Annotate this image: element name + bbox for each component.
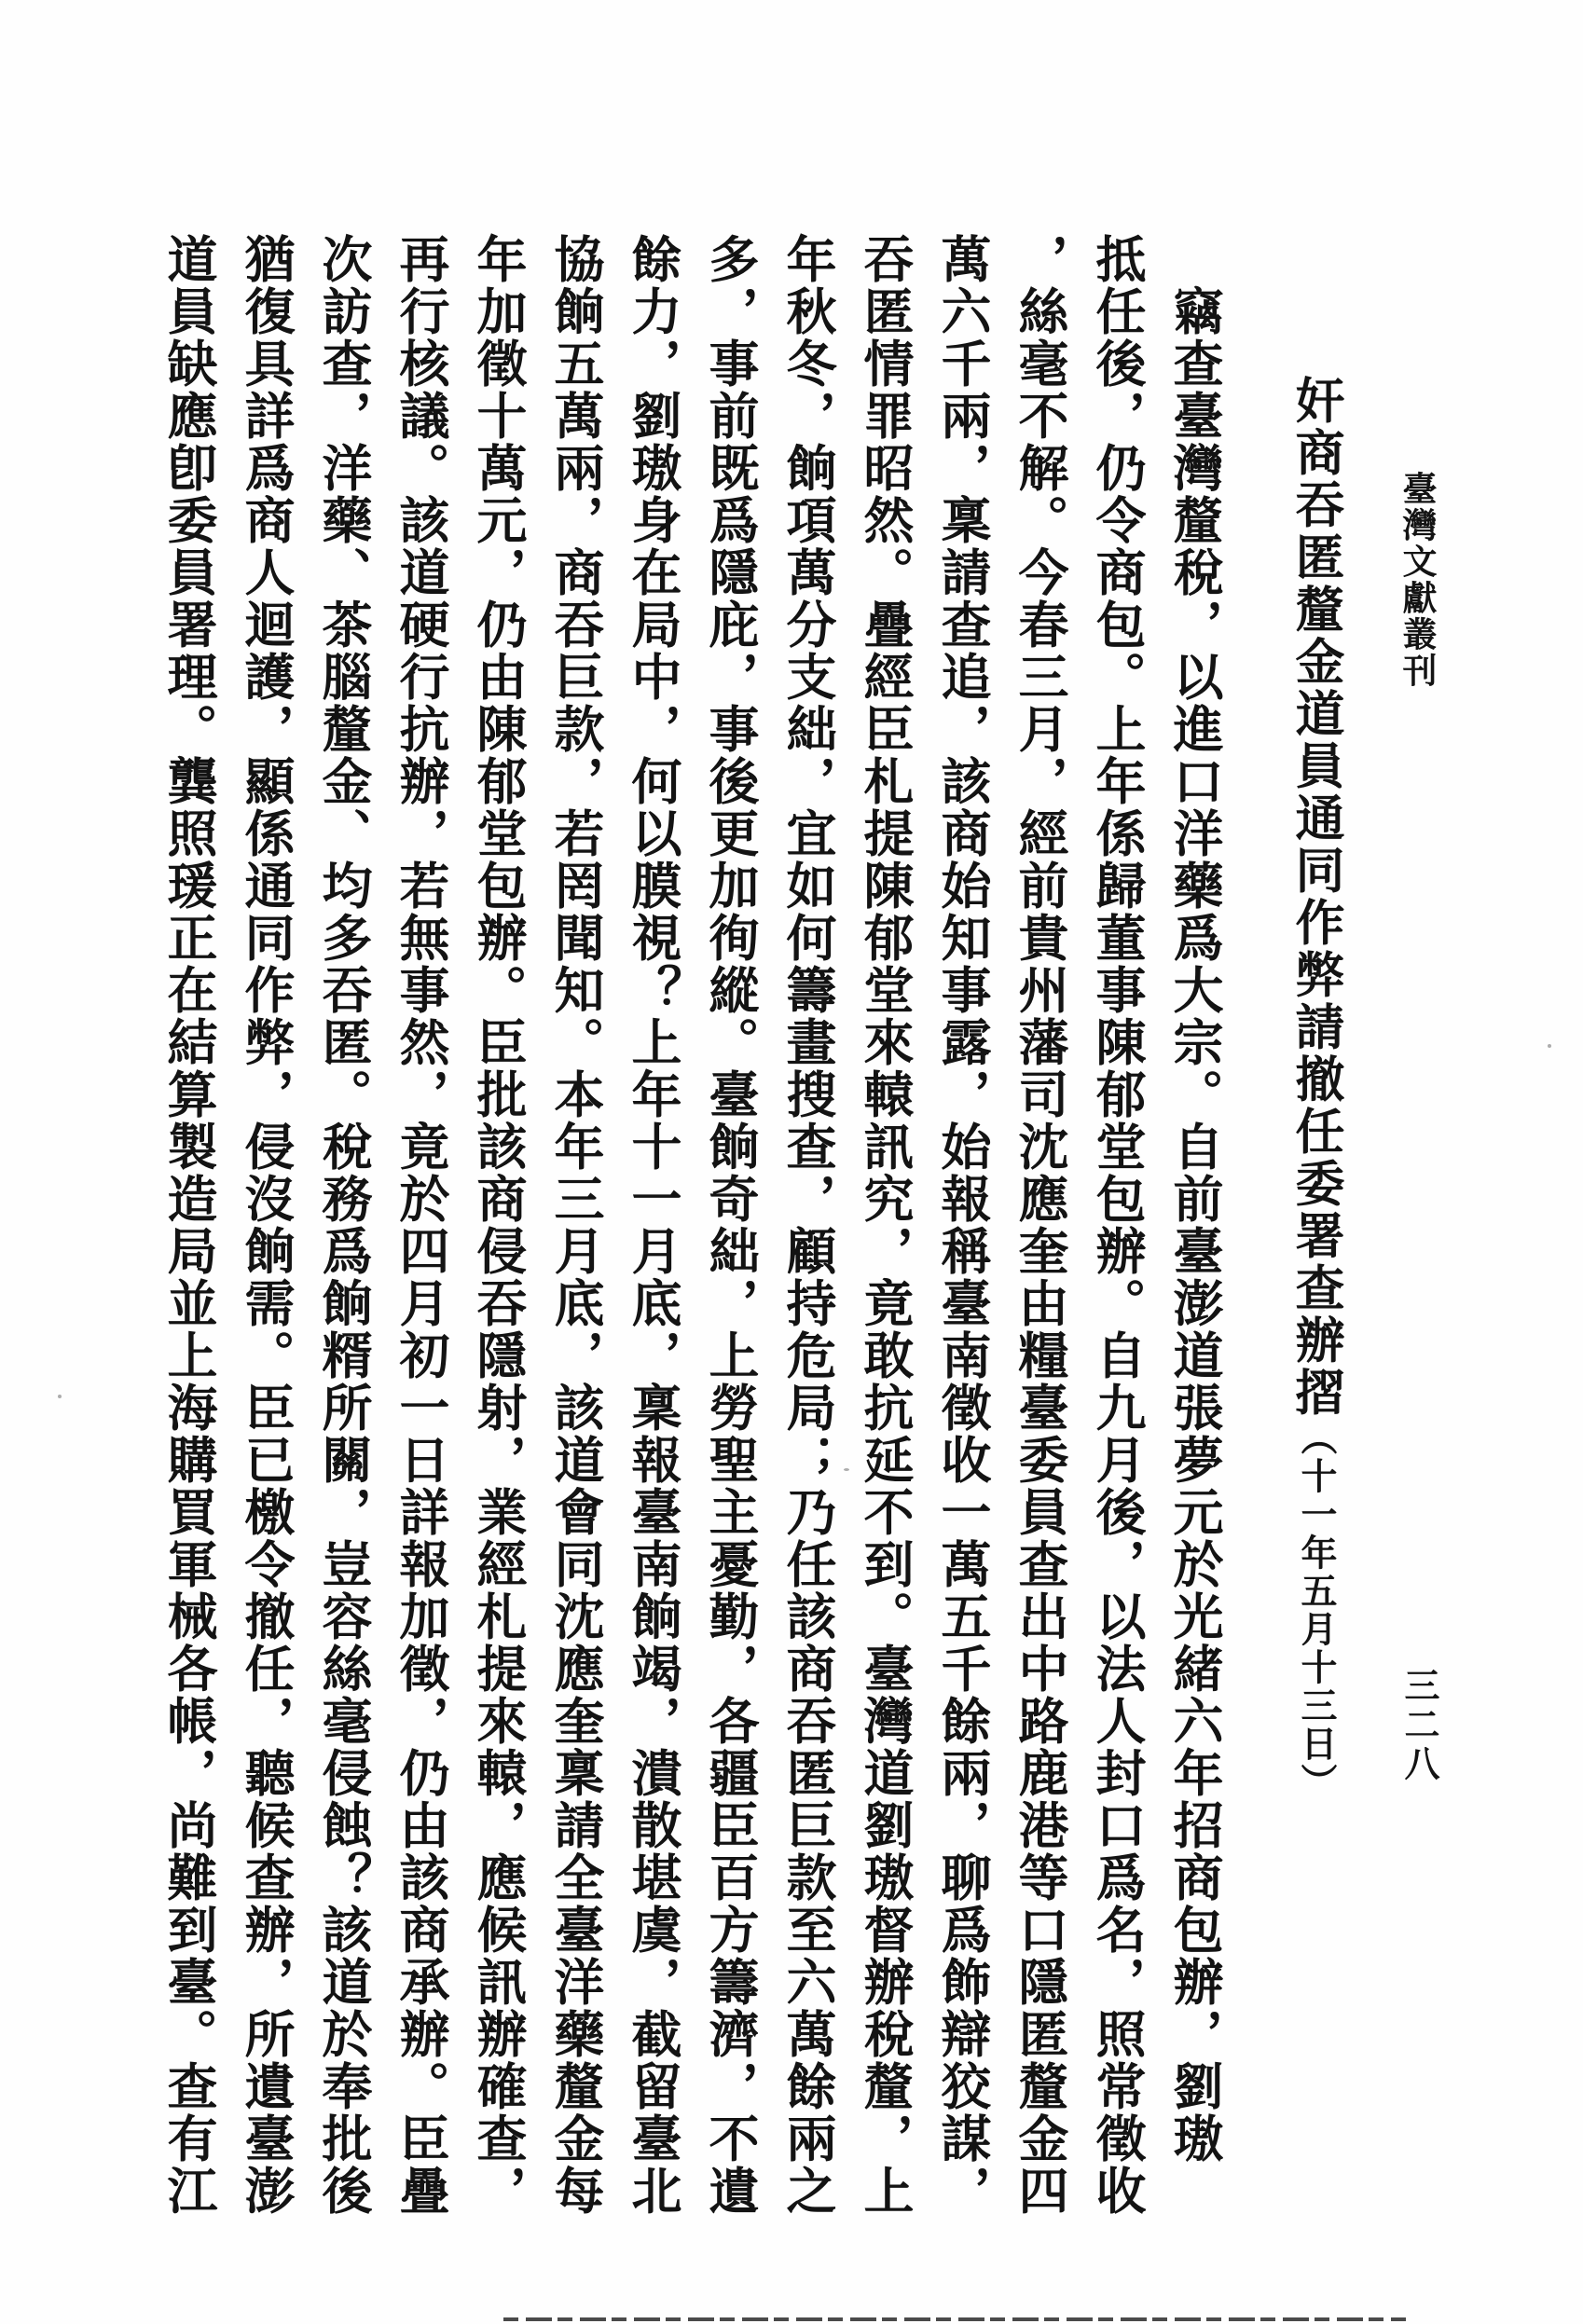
text-column-9: 協餉五萬兩，商吞巨款，若罔聞知。本年三月底，該道會同沈應奎稟請全臺洋藥釐金每: [546, 233, 606, 2217]
text-column-2: 抵任後，仍令商包。上年係歸董事陳郁堂包辦。自九月後，以法人封口爲名，照常徵收: [1088, 233, 1148, 2217]
text-column-10: 年加徵十萬元，仍由陳郁堂包辦。臣批該商侵吞隱射，業經札提來轅，應候訊辦確查，: [469, 233, 529, 2217]
scan-speckle: [1548, 1044, 1551, 1048]
scan-speckle: [58, 1395, 62, 1398]
text-column-6: 年秋冬，餉項萬分支絀，宜如何籌畫搜查，顧持危局；乃任該商吞匿巨款至六萬餘兩之: [778, 233, 838, 2217]
memorial-title-date: （十一年五月十三日）: [1295, 1419, 1338, 1801]
scan-artifact-line: [503, 2317, 1406, 2321]
memorial-title-column: [1287, 375, 1345, 1801]
text-column-3: ，絲毫不解。今春三月，經前貴州藩司沈應奎由糧臺委員查出中路鹿港等口隱匿釐金四: [1011, 233, 1070, 2217]
text-column-14: 道員缺應卽委員署理。龔照瑗正在結算製造局並上海購買軍械各帳，尚難到臺。查有江: [159, 233, 219, 2217]
text-column-11: 再行核議。該道硬行抗辦，若無事然，竟於四月初一日詳報加徵，仍由該商承辦。臣疊: [392, 233, 451, 2217]
text-column-8: 餘力，劉璈身在局中，何以膜視？上年十一月底，稟報臺南餉竭，潰散堪虞，截留臺北: [624, 233, 683, 2217]
text-column-7: 多，事前既爲隱庇，事後更加徇縱。臺餉奇絀，上勞聖主憂勤，各疆臣百方籌濟，不遺: [701, 233, 761, 2217]
text-column-12: 次訪查，洋藥、茶腦釐金、均多吞匿。稅務爲餉糈所關，豈容絲毫侵蝕？該道於奉批後: [314, 233, 374, 2217]
text-column-5: 吞匿情罪昭然。疊經臣札提陳郁堂來轅訊究，竟敢抗延不到。臺灣道劉璈督辦稅釐，上: [856, 233, 915, 2217]
text-column-4: 萬六千兩，稟請查追，該商始知事露，始報稱臺南徵收一萬五千餘兩，聊爲飾辯狡謀，: [933, 233, 993, 2217]
text-column-1: 竊查臺灣釐稅，以進口洋藥爲大宗。自前臺澎道張夢元於光緒六年招商包辦，劉璈: [1165, 285, 1225, 2165]
memorial-title: 奸商吞匿釐金道員通同作弊請撤任委署查辦摺: [1287, 375, 1345, 1419]
scan-speckle: [844, 1468, 849, 1471]
running-header: 臺灣文獻叢刊: [1397, 471, 1438, 689]
text-column-13: 猶復具詳爲商人迴護，顯係通同作弊，侵沒餉需。臣已檄令撤任，聽候查辦，所遺臺澎: [237, 233, 296, 2217]
page-number: 三二八: [1398, 1667, 1440, 1784]
